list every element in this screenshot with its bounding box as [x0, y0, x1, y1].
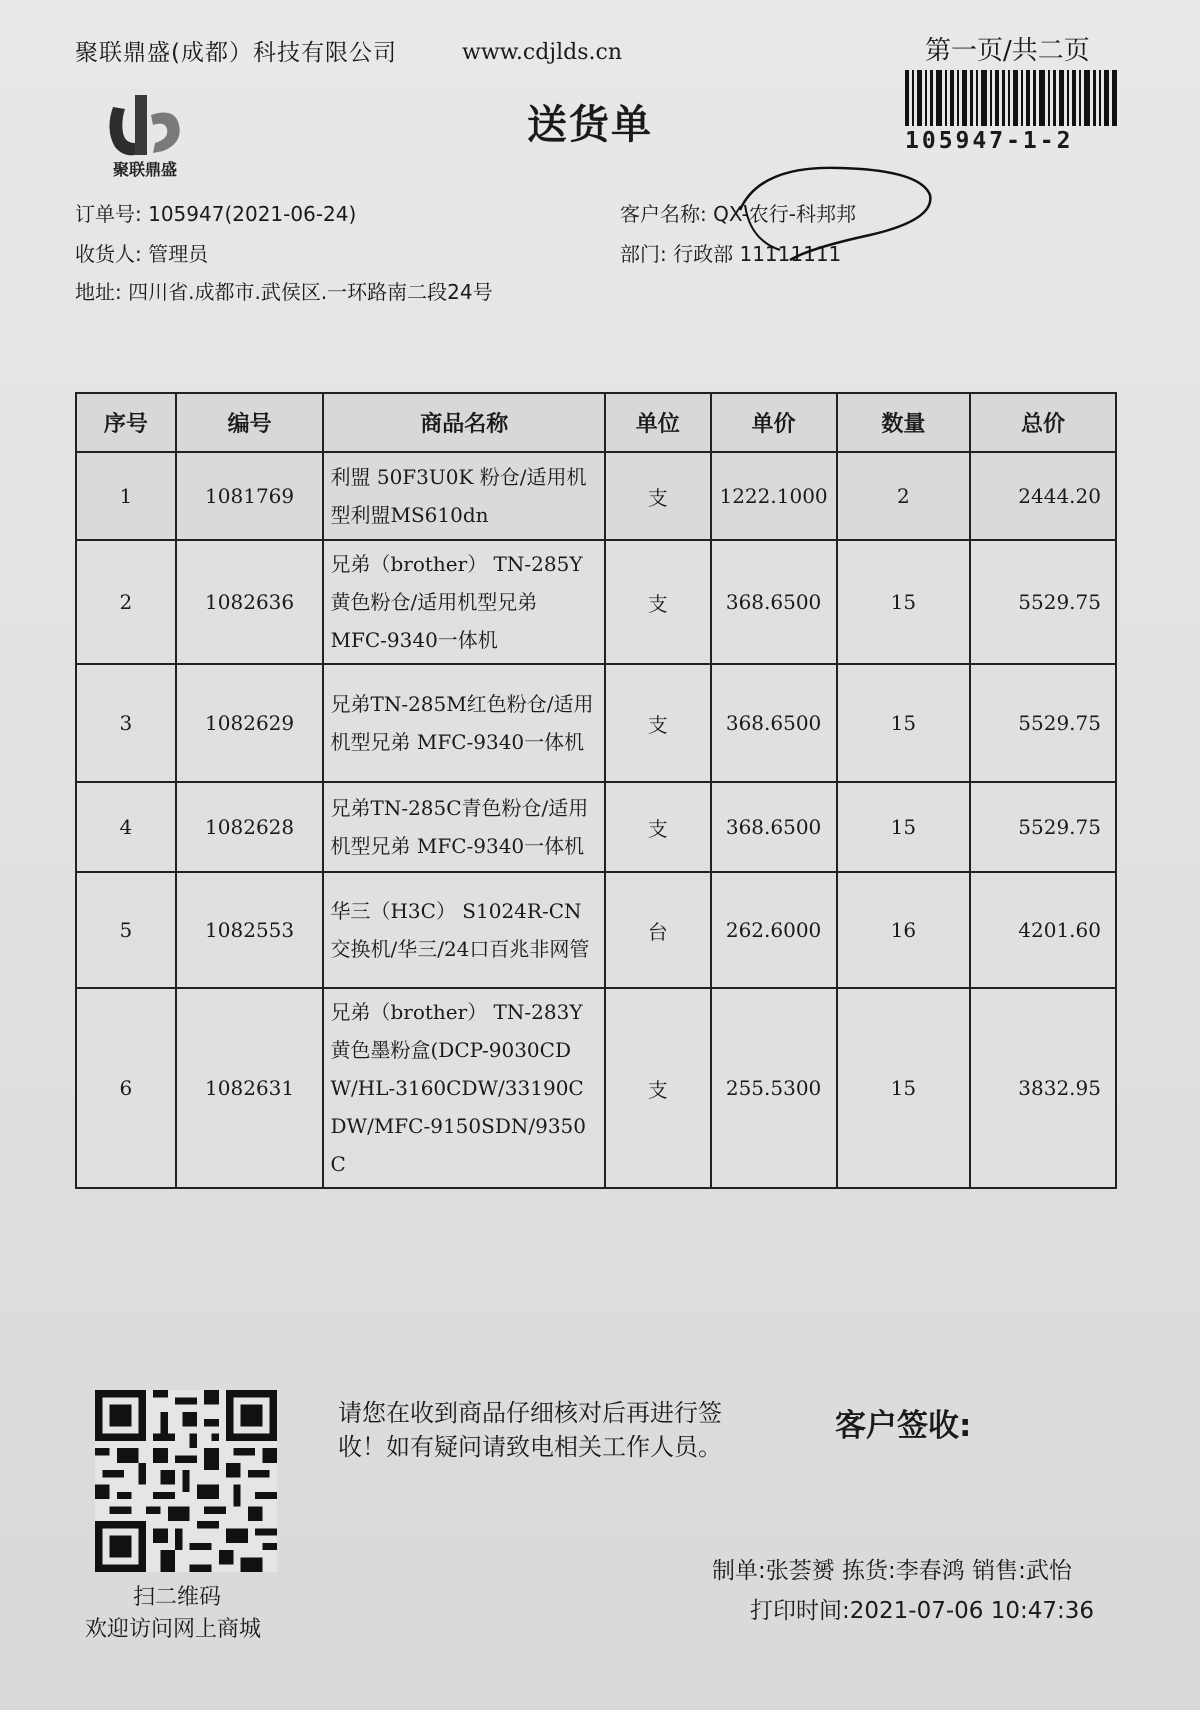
staff-info: 制单:张荟赟 拣货:李春鸿 销售:武怡	[712, 1558, 1072, 1584]
cell-total: 5529.75	[970, 540, 1116, 664]
department-value: 行政部 11111111	[673, 242, 842, 266]
company-logo-icon	[95, 85, 195, 185]
header-code: 编号	[176, 393, 324, 452]
cell-product-name: 华三（H3C） S1024R-CN 交换机/华三/24口百兆非网管	[323, 872, 604, 988]
cell-product-name: 兄弟TN-285M红色粉仓/适用机型兄弟 MFC-9340一体机	[323, 664, 604, 782]
page-indicator: 第一页/共二页	[925, 36, 1090, 66]
cell-unit-price: 368.6500	[711, 540, 837, 664]
cell-quantity: 16	[837, 872, 971, 988]
cell-index: 4	[76, 782, 176, 872]
order-number-value: 105947(2021-06-24)	[148, 202, 357, 226]
receiver-field	[75, 238, 208, 267]
address-label: 地址:	[75, 280, 122, 304]
cell-code: 1081769	[176, 452, 324, 540]
cell-index: 2	[76, 540, 176, 664]
cell-code: 1082629	[176, 664, 324, 782]
header-unit-price: 单价	[711, 393, 837, 452]
cell-code: 1082628	[176, 782, 324, 872]
logo-text: 聚联鼎盛	[112, 160, 178, 179]
cell-quantity: 15	[837, 540, 971, 664]
cell-total: 4201.60	[970, 872, 1116, 988]
cell-code: 1082631	[176, 988, 324, 1188]
cell-unit-price: 1222.1000	[711, 452, 837, 540]
document-title: 送货单	[527, 102, 653, 148]
cell-quantity: 2	[837, 452, 971, 540]
receipt-notice: 请您在收到商品仔细核对后再进行签收！如有疑问请致电相关工作人员。	[338, 1399, 722, 1461]
qr-caption-welcome: 欢迎访问网上商城	[85, 1617, 262, 1642]
receiver-label: 收货人:	[75, 242, 142, 266]
barcode-number: 105947-1-2	[905, 128, 1074, 154]
order-number-label: 订单号:	[75, 202, 142, 226]
cell-quantity: 15	[837, 988, 971, 1188]
cell-unit: 支	[605, 988, 711, 1188]
address-field	[75, 276, 493, 305]
table-header-row	[76, 393, 1116, 452]
cell-unit-price: 262.6000	[711, 872, 837, 988]
table-row	[76, 540, 1116, 664]
barcode-icon	[905, 70, 1117, 126]
table-row	[76, 452, 1116, 540]
address-value: 四川省.成都市.武侯区.一环路南二段24号	[128, 280, 493, 304]
items-table	[75, 392, 1117, 1189]
order-number-field	[75, 198, 356, 227]
table-row	[76, 872, 1116, 988]
header-quantity: 数量	[837, 393, 971, 452]
header-index: 序号	[76, 393, 176, 452]
cell-unit: 台	[605, 872, 711, 988]
cell-code: 1082636	[176, 540, 324, 664]
customer-signature-label: 客户签收:	[835, 1408, 972, 1444]
customer-name-value: QX-农行-科邦邦	[713, 202, 856, 226]
cell-unit: 支	[605, 664, 711, 782]
department-label: 部门:	[620, 242, 667, 266]
cell-unit-price: 255.5300	[711, 988, 837, 1188]
customer-name-label: 客户名称:	[620, 202, 707, 226]
print-time: 打印时间:2021-07-06 10:47:36	[750, 1598, 1095, 1624]
cell-total: 5529.75	[970, 664, 1116, 782]
cell-total: 5529.75	[970, 782, 1116, 872]
cell-unit: 支	[605, 540, 711, 664]
cell-index: 1	[76, 452, 176, 540]
cell-unit-price: 368.6500	[711, 782, 837, 872]
cell-index: 5	[76, 872, 176, 988]
cell-quantity: 15	[837, 664, 971, 782]
cell-product-name: 兄弟（brother） TN-283Y 黄色墨粉盒(DCP-9030CDW/HL-3160CDW/33190CDW/MFC-9150SDN/9350C	[323, 988, 604, 1188]
receiver-value: 管理员	[148, 242, 209, 266]
table-row	[76, 664, 1116, 782]
header-unit: 单位	[605, 393, 711, 452]
cell-total: 3832.95	[970, 988, 1116, 1188]
cell-unit: 支	[605, 782, 711, 872]
cell-product-name: 兄弟TN-285C青色粉仓/适用机型兄弟 MFC-9340一体机	[323, 782, 604, 872]
cell-code: 1082553	[176, 872, 324, 988]
cell-quantity: 15	[837, 782, 971, 872]
qr-caption-scan: 扫二维码	[133, 1585, 222, 1610]
cell-index: 6	[76, 988, 176, 1188]
handwritten-scribble-icon	[720, 150, 950, 270]
cell-total: 2444.20	[970, 452, 1116, 540]
company-name: 聚联鼎盛(成都）科技有限公司	[75, 40, 397, 66]
cell-index: 3	[76, 664, 176, 782]
table-row	[76, 782, 1116, 872]
cell-product-name: 利盟 50F3U0K 粉仓/适用机型利盟MS610dn	[323, 452, 604, 540]
cell-unit-price: 368.6500	[711, 664, 837, 782]
cell-product-name: 兄弟（brother） TN-285Y 黄色粉仓/适用机型兄弟 MFC-9340一体机	[323, 540, 604, 664]
header-total: 总价	[970, 393, 1116, 452]
cell-unit: 支	[605, 452, 711, 540]
table-row	[76, 988, 1116, 1188]
header-product-name: 商品名称	[323, 393, 604, 452]
company-website: www.cdjlds.cn	[462, 40, 622, 65]
qr-code-icon	[95, 1390, 277, 1572]
